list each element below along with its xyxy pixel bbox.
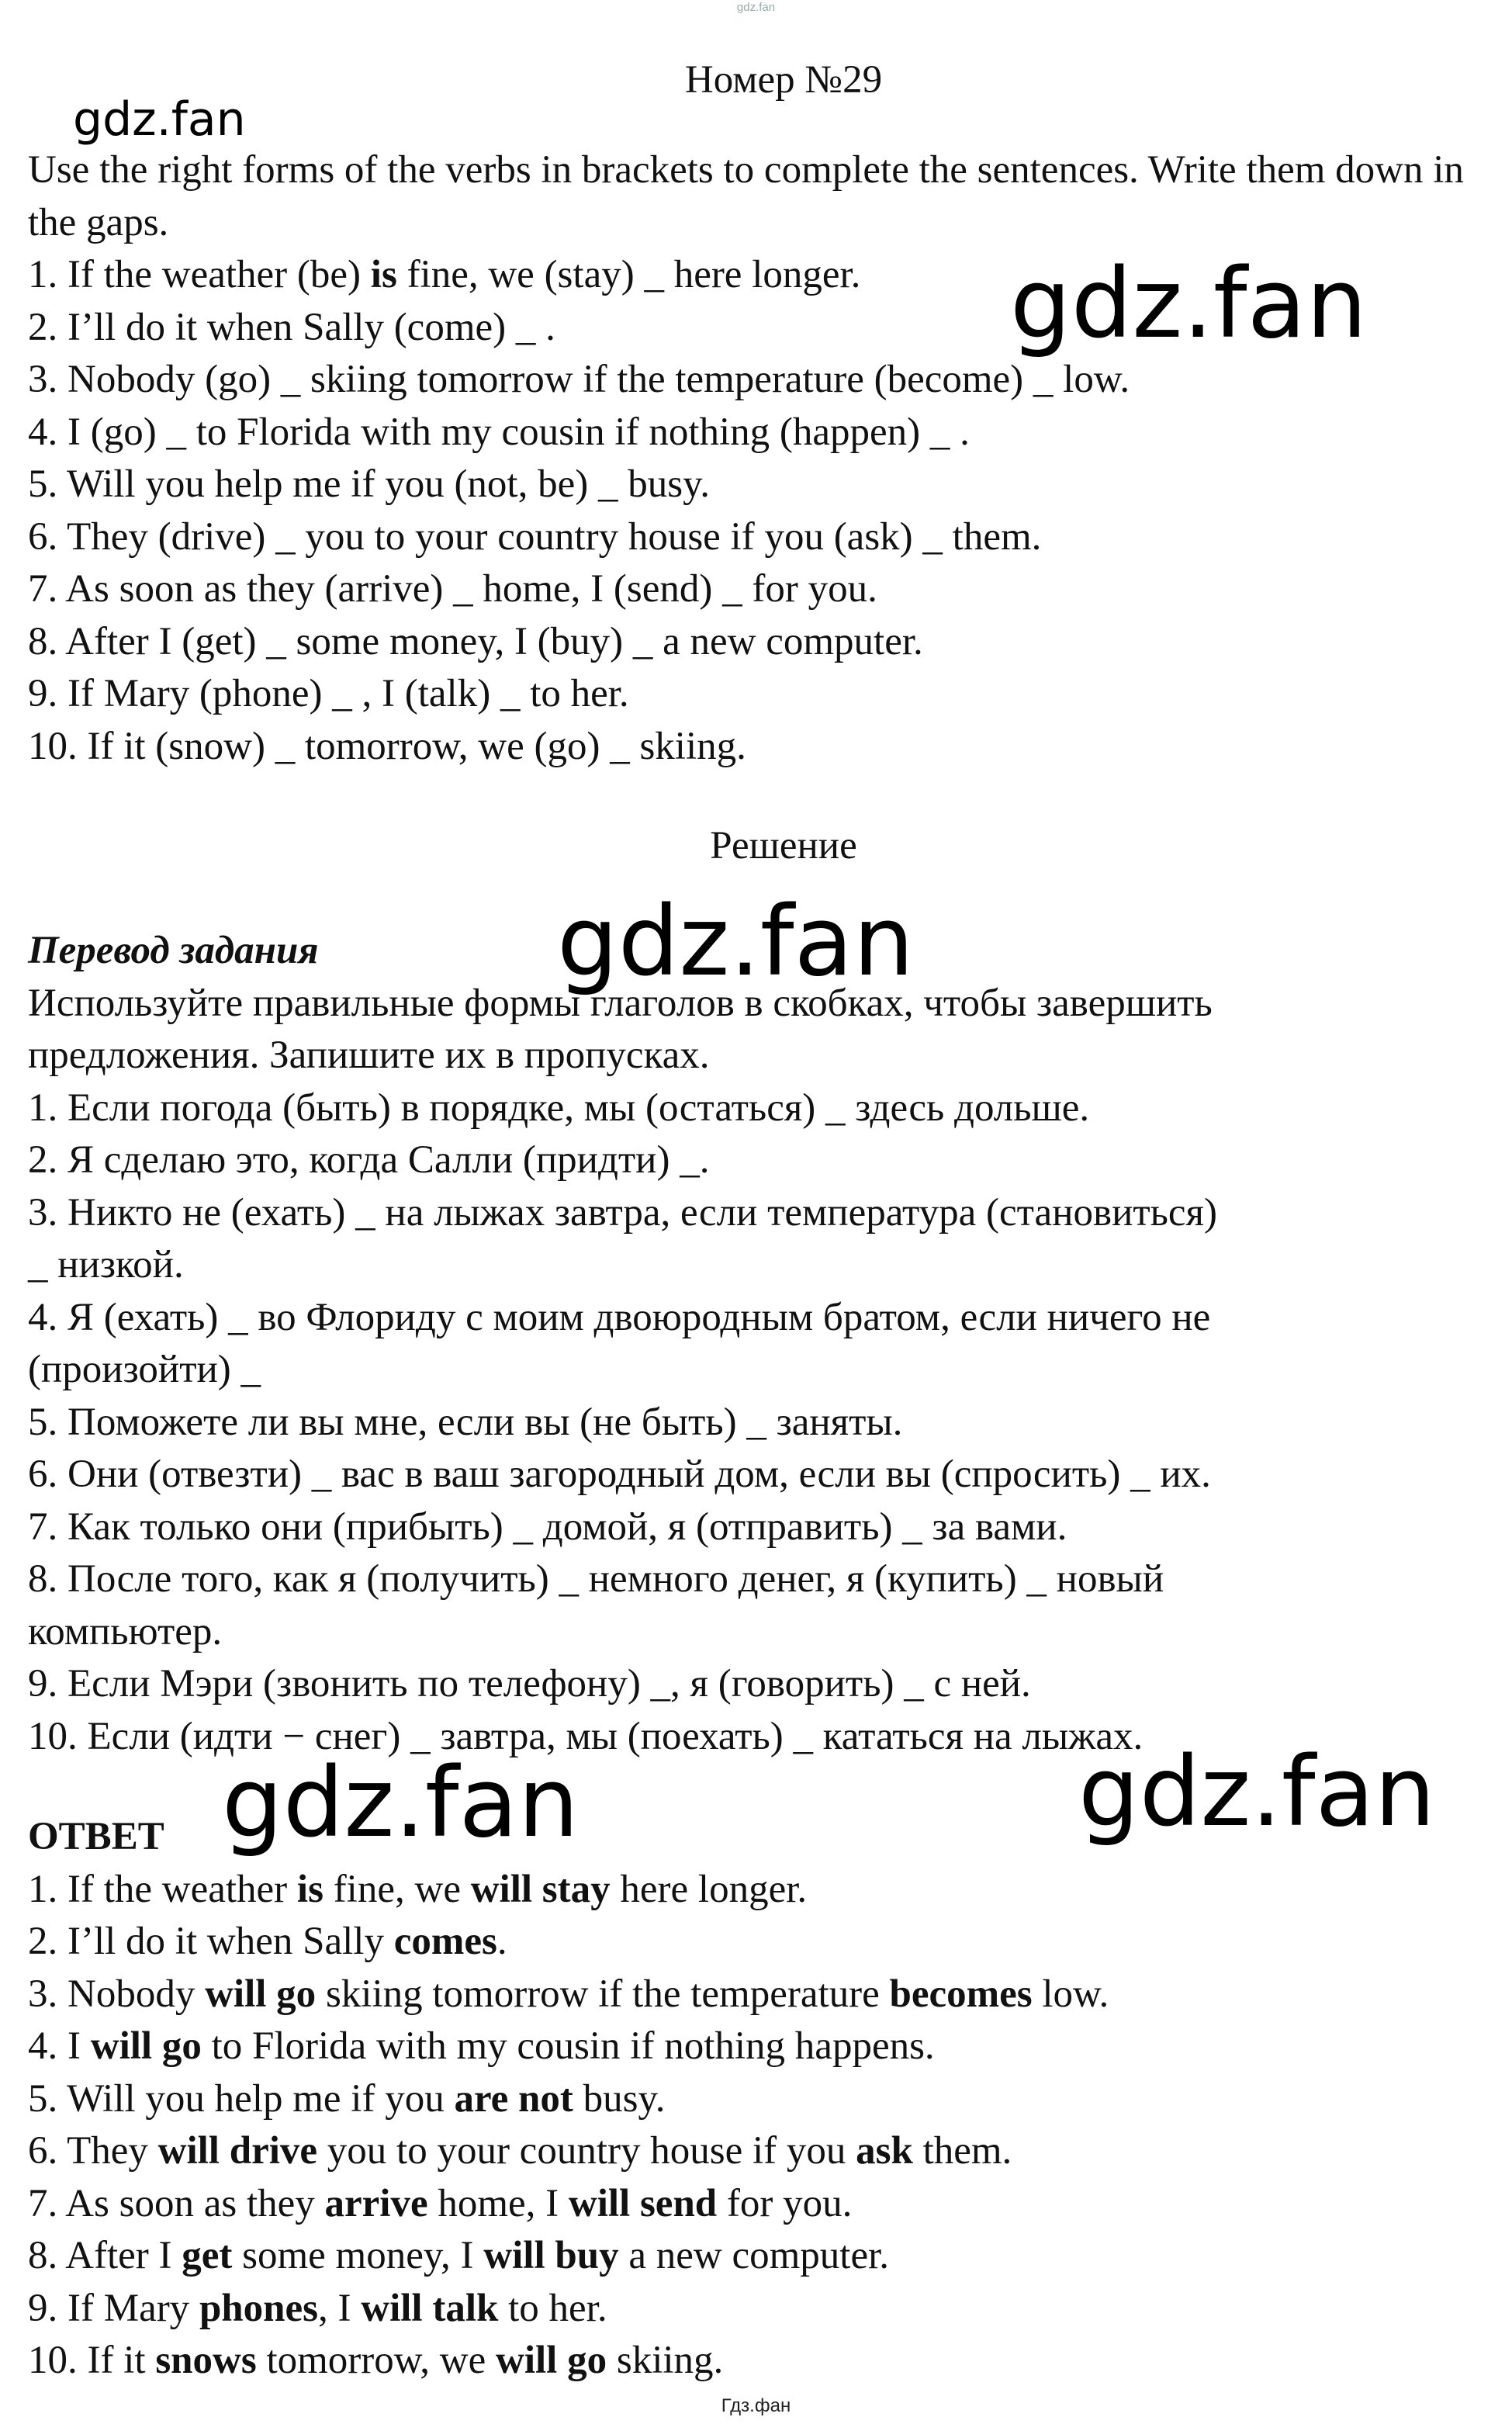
answer-item: 10. If it snows tomorrow, we will go skiing. [28,2339,724,2382]
footer-watermark: Гдз.фан [721,2395,791,2416]
answer-item: 5. Will you help me if you are not busy. [28,2076,666,2121]
bold-answer: will go [205,1972,317,2016]
translation-line: 10. Если (идти − снег) _ завтра, мы (поехать) _ кататься на лыжах. [28,1714,1144,1758]
bold-answer: arrive [324,2181,428,2225]
bold-answer: will go [496,2339,607,2382]
task-item: 6. They (drive) _ you to your country house if you (ask) _ them. [28,514,1042,559]
answer-item: 8. After I get some money, I will buy a new computer. [28,2234,890,2277]
task-item: 5. Will you help me if you (not, be) _ busy. [28,462,711,506]
solution-heading: Решение [710,824,857,867]
translation-list [28,978,1486,1764]
bold-answer: ask [856,2129,913,2173]
translation-line: 9. Если Мэри (звонить по телефону) _, я (говорить) _ с ней. [28,1662,1031,1705]
translation-line: 7. Как только они (прибыть) _ домой, я (отправить) _ за вами. [28,1505,1067,1549]
translation-line: предложения. Запишите их в пропусках. [28,1034,710,1077]
translation-line: (произойти) _ [28,1348,261,1391]
answer-item: 1. If the weather is fine, we will stay here longer. [28,1867,808,1911]
bold-answer: will stay [470,1867,611,1911]
task-item: 10. If it (snow) _ tomorrow, we (go) _ skiing. [28,724,746,768]
task-item: 3. Nobody (go) _ skiing tomorrow if the temperature (become) _ low. [28,358,1130,401]
bold-answer: get [182,2234,233,2277]
answer-item: 9. If Mary phones, I will talk to her. [28,2286,607,2330]
translation-line: 1. Если погода (быть) в порядке, мы (остаться) _ здесь дольше. [28,1086,1090,1130]
task-item: 4. I (go) _ to Florida with my cousin if nothing (happen) _ . [28,410,970,454]
translation-line: 3. Никто не (ехать) _ на лыжах завтра, если температура (становиться) [28,1190,1217,1235]
bold-answer: will send [568,2181,718,2225]
task-item: 1. If the weather (be) is fine, we (stay) _ here longer. [28,253,861,296]
task-item: 9. If Mary (phone) _ , I (talk) _ to her. [28,672,629,715]
page-title: Номер №29 [684,58,883,102]
translation-line: 5. Поможете ли вы мне, если вы (не быть) _ заняты. [28,1400,903,1444]
task-block [28,144,1486,773]
translation-block [28,925,1486,1763]
bold-answer: are not [454,2076,573,2121]
bold-answer: is [296,1867,324,1911]
answer-item: 3. Nobody will go skiing tomorrow if the temperature becomes low. [28,1972,1109,2016]
translation-heading: Перевод задания [28,929,319,972]
bold-answer: becomes [889,1972,1033,2016]
watermark-logo: gdz.fan [1010,248,1368,360]
answer-list [28,1864,1486,2388]
bold-answer: snows [155,2339,257,2382]
translation-line: 2. Я сделаю это, когда Салли (придти) _. [28,1138,710,1182]
translation-line: 6. Они (отвезти) _ вас в ваш загородный дом, если вы (спросить) _ их. [28,1453,1211,1496]
task-intro: Use the right forms of the verbs in brackets to complete the sentences. Write them down in the gaps. [28,148,1464,244]
bold-answer: will drive [157,2129,318,2173]
bold-answer: will buy [483,2234,619,2277]
watermark-logo: gdz.fan [222,1747,580,1859]
task-item: 2. I’ll do it when Sally (come) _ . [28,305,555,349]
watermark-logo: gdz.fan [73,92,246,147]
translation-line: компьютер. [28,1609,223,1654]
bold-answer: will talk [361,2286,499,2330]
top-watermark: gdz.fan [736,1,776,14]
answer-block [28,1811,1486,2388]
translation-line: 4. Я (ехать) _ во Флориду с моим двоюродным братом, если ничего не [28,1295,1211,1339]
translation-line: Используйте правильные формы глаголов в скобках, чтобы завершить [28,981,1213,1025]
answer-item: 6. They will drive you to your country house if you ask them. [28,2129,1012,2173]
bold-answer: is [370,253,397,296]
bold-answer: comes [393,1920,497,1963]
task-item: 7. As soon as they (arrive) _ home, I (send) _ for you. [28,567,877,611]
answer-item: 7. As soon as they arrive home, I will send for you. [28,2181,853,2225]
answer-item: 2. I’ll do it when Sally comes. [28,1920,507,1963]
answer-heading: ОТВЕТ [28,1815,164,1858]
bold-answer: phones [199,2286,319,2330]
watermark-logo: gdz.fan [1078,1737,1436,1848]
task-item: 8. After I (get) _ some money, I (buy) _ a new computer. [28,619,923,663]
answer-item: 4. I will go to Florida with my cousin if nothing happens. [28,2024,935,2068]
watermark-logo: gdz.fan [557,886,915,998]
translation-line: 8. После того, как я (получить) _ немного денег, я (купить) _ новый [28,1557,1164,1601]
translation-line: _ низкой. [28,1243,184,1286]
bold-answer: will go [90,2024,202,2068]
